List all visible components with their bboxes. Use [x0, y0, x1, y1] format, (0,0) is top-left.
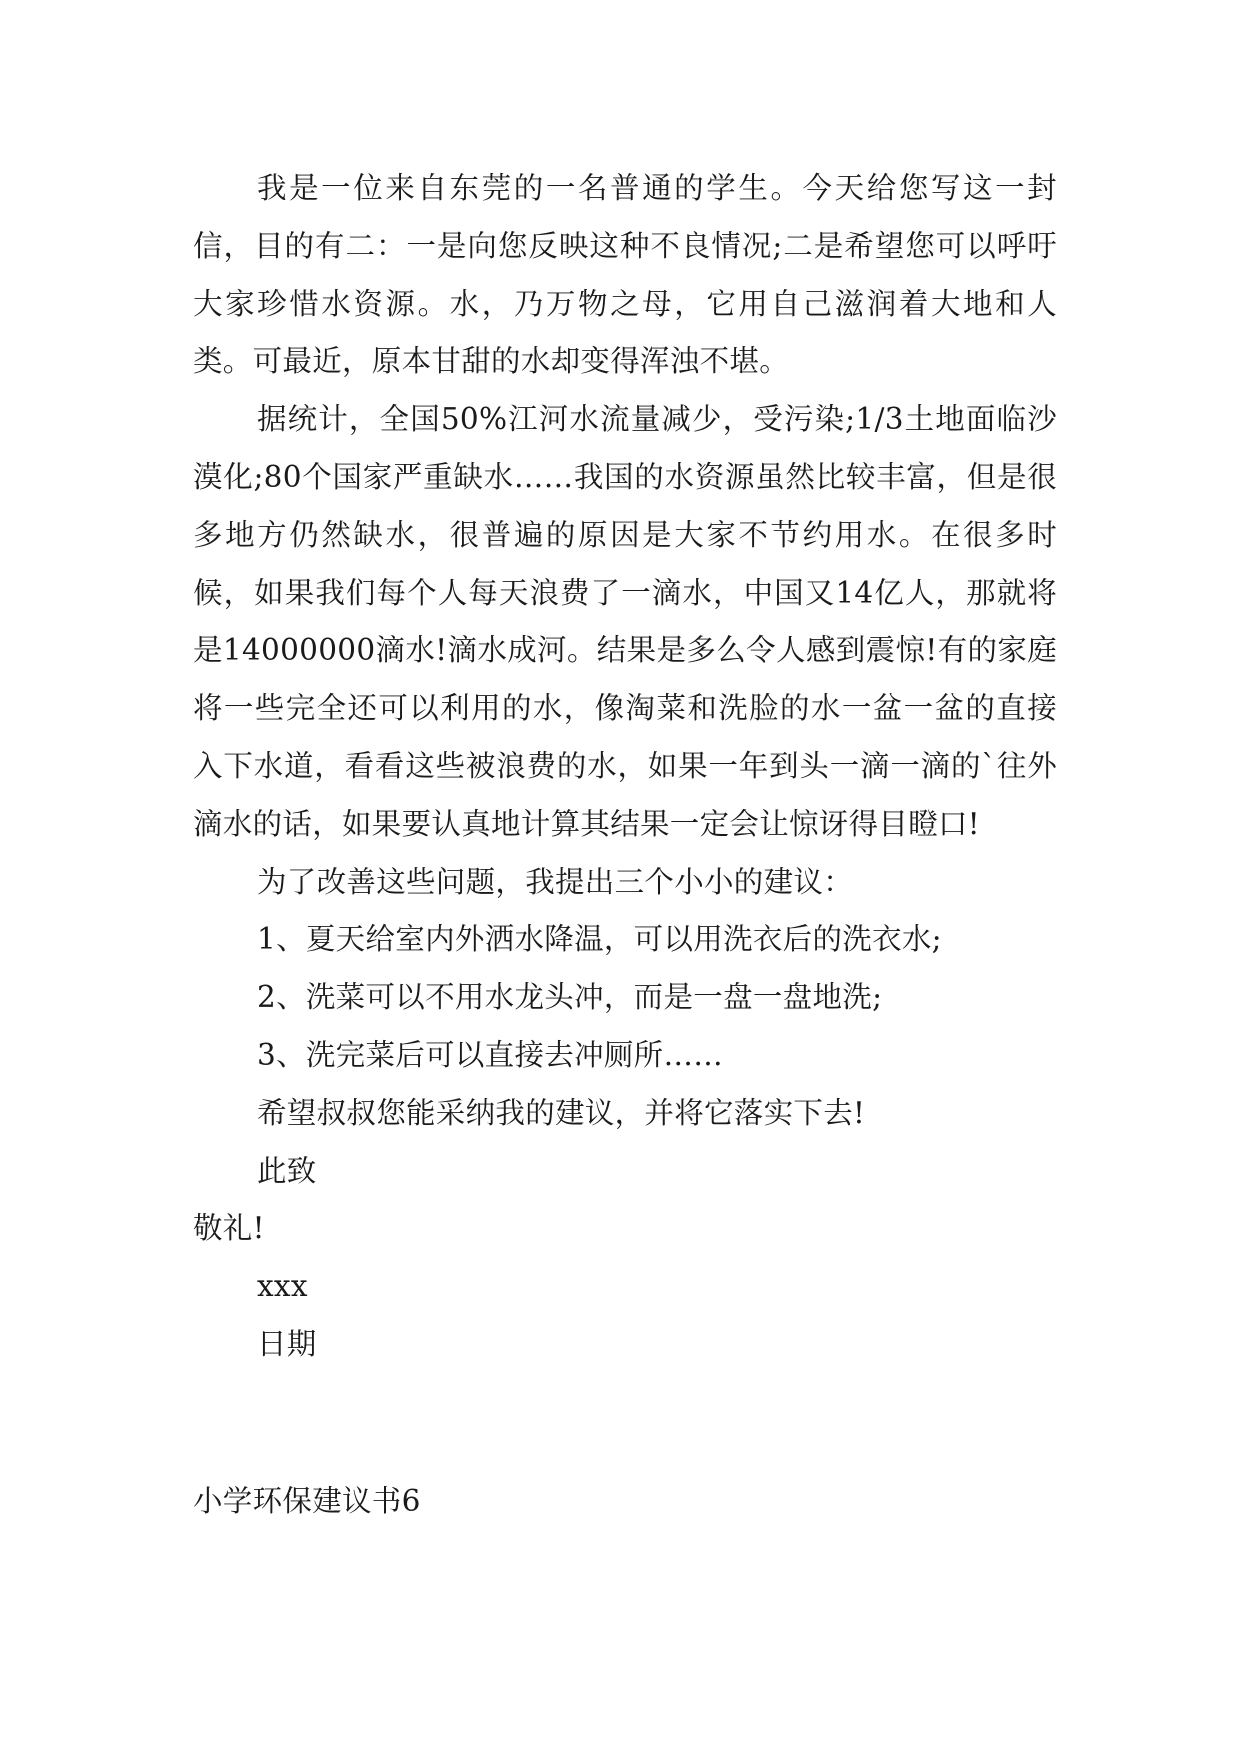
paragraph-hope: 希望叔叔您能采纳我的建议，并将它落实下去! — [257, 1095, 866, 1130]
suggestion-item-1: 1、夏天给室内外洒水降温，可以用洗衣后的洗衣水; — [257, 922, 942, 957]
signature: xxx — [257, 1269, 308, 1304]
paragraph-suggestions-intro: 为了改善这些问题，我提出三个小小的建议： — [257, 864, 854, 899]
suggestion-item-3: 3、洗完菜后可以直接去冲厕所…… — [257, 1037, 724, 1072]
suggestion-item-2: 2、洗菜可以不用水龙头冲，而是一盘一盘地洗; — [257, 980, 883, 1015]
closing-respect: 敬礼! — [193, 1211, 265, 1246]
paragraph-statistics: 据统计，全国50%江河水流量减少，受污染;1/3土地面临沙漠化;80个国家严重缺水……我国的水资源虽然比较丰富，但是很多地方仍然缺水，很普遍的原因是大家不节约用水。在很多时候，如果我们每个人每天浪费了一滴水，中国又14亿人，那就将是14000000滴水!滴水成河。结果是多么令人感到震惊!有的家庭将一些完全还可以利用的水，像淘菜和洗脸的水一盆一盆的直接入下水道，看看这些被浪费的水，如果一年到头一滴一滴的`往外滴水的话，如果要认真地计算其结果一定会让惊讶得目瞪口! — [193, 402, 1057, 841]
date-line: 日期 — [257, 1326, 317, 1361]
paragraph-intro: 我是一位来自东莞的一名普通的学生。今天给您写这一封信，目的有二：一是向您反映这种不良情况;二是希望您可以呼吁大家珍惜水资源。水，乃万物之母，它用自己滋润着大地和人类。可最近，原本甘甜的水却变得浑浊不堪。 — [193, 171, 1057, 379]
letter-body — [193, 160, 1057, 1374]
closing-salutation: 此致 — [257, 1153, 317, 1188]
next-section-title: 小学环保建议书6 — [193, 1484, 421, 1518]
